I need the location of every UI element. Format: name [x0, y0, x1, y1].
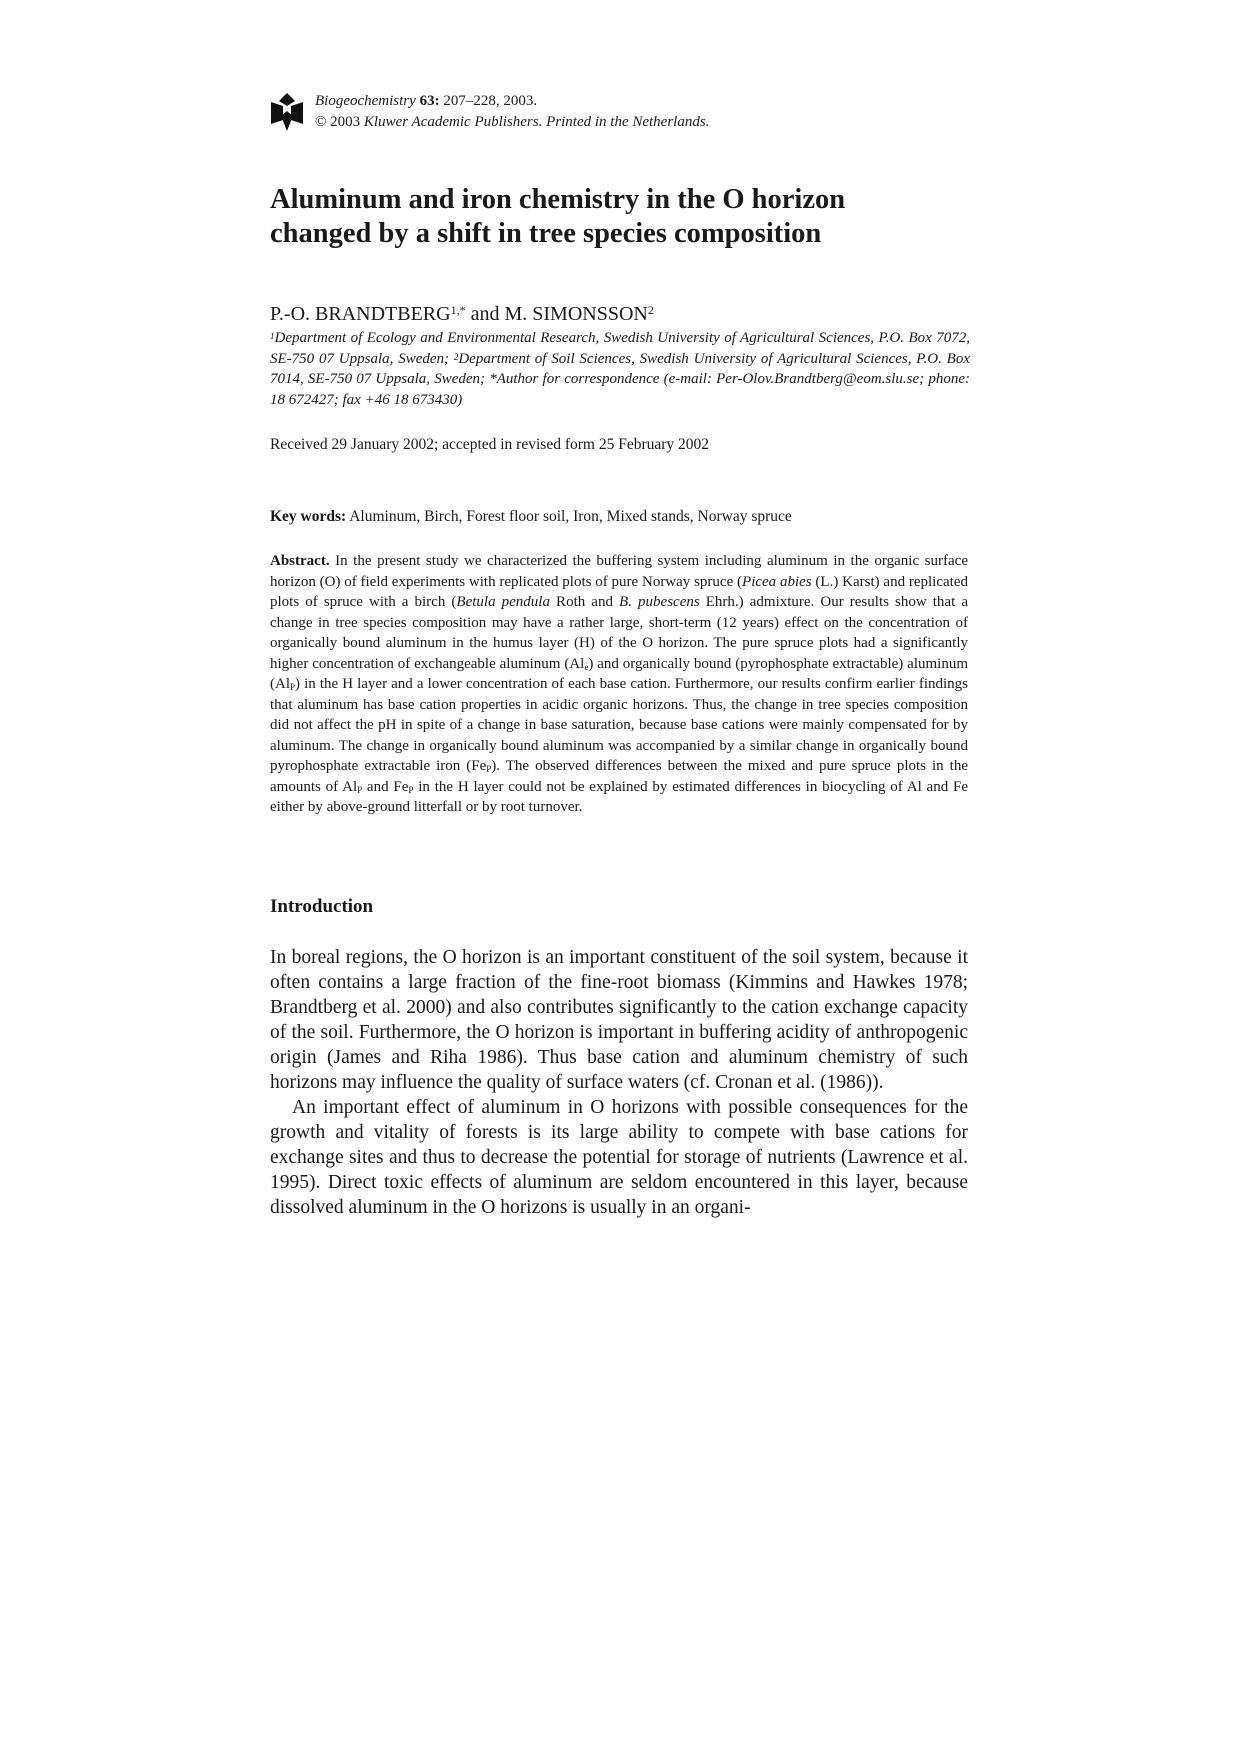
journal-name: Biogeochemistry: [315, 93, 416, 109]
section-heading-introduction: Introduction: [270, 896, 374, 917]
title-line-1: Aluminum and iron chemistry in the O horizon: [270, 184, 846, 215]
journal-pages-year: 207–228, 2003.: [439, 93, 538, 109]
species-name: B. pubescens: [619, 594, 700, 610]
subscript: P: [408, 784, 414, 795]
paper-title: [270, 183, 1030, 251]
author-list: [270, 302, 654, 326]
species-name: Betula pendula: [456, 594, 550, 610]
abstract-text: ) and organically bound (pyrophosphate extractable) aluminum (Al: [270, 655, 968, 692]
kluwer-logo-icon: [269, 92, 305, 132]
abstract-label: Abstract.: [270, 553, 330, 569]
affil-2-sup: 2: [453, 351, 459, 362]
affiliations: [270, 328, 970, 410]
title-line-2: changed by a shift in tree species composition: [270, 218, 822, 249]
journal-citation: [315, 91, 709, 133]
subscript: P: [290, 682, 296, 692]
introduction-body: [270, 945, 968, 1220]
affil-1-sup: 1: [270, 331, 275, 341]
abstract-text: ). The observed differences between the mixed and pure spruce plots in the amounts of Al: [270, 758, 968, 795]
abstract-text: Ehrh.) admixture. Our results show that a change in tree species composition may have a rather large, short-term (12 years) effect on the concentration of organically bound aluminum in the humus layer (H) of the O horizon. The pure spruce plots had a significantly higher concentration of exchangeable aluminum (Al: [270, 594, 968, 672]
publisher-line: Kluwer Academic Publishers. Printed in the Netherlands.: [363, 114, 710, 130]
author-2: M. SIMONSSON: [504, 303, 648, 325]
subscript: P: [357, 784, 363, 795]
affil-2-text: Department of Soil Sciences, Swedish University of Agricultural Sciences, P.O. Box 7014, SE-750 07 Uppsala, Sweden; *Author for correspondence (e-mail: Per-Olov.Brandtberg@eom.slu.se; phone: 18 672427; fax +46 18 673430): [270, 350, 970, 408]
journal-line-1: [315, 91, 709, 112]
journal-line-2: [315, 112, 709, 133]
abstract-text: Roth and: [549, 594, 620, 610]
paragraph: An important effect of aluminum in O horizons with possible consequences for the growth and vitality of forests is its large ability to compete with base cations for exchange sites and thus to decrease the potential for storage of nutrients (Lawrence et al. 1995). Direct toxic effects of aluminum are seldom encountered in this layer, because dissolved aluminum in the O horizons is usually in an organi-: [270, 1097, 968, 1218]
keywords: [270, 507, 792, 527]
abstract-text: In the present study we characterized the buffering system including aluminum in the organic surface horizon (O) of field experiments with replicated plots of pure Norway spruce (: [270, 553, 968, 590]
author-conjunction: and: [465, 303, 505, 325]
journal-volume: 63:: [419, 93, 440, 109]
subscript: e: [584, 661, 589, 672]
affil-1-text: Department of Ecology and Environmental Research, Swedish University of Agricultural Sciences, P.O. Box 7072, SE-750 07 Uppsala, Sweden;: [270, 330, 970, 367]
author-2-affil-sup: 2: [647, 303, 654, 317]
abstract-text: (L.) Karst) and replicated plots of spruce with a birch (: [270, 573, 968, 610]
keywords-label: Key words:: [270, 508, 347, 525]
abstract-text: and Fe: [362, 778, 409, 795]
keywords-text: Aluminum, Birch, Forest floor soil, Iron, Mixed stands, Norway spruce: [346, 508, 792, 525]
abstract: [270, 551, 968, 818]
abstract-text: ) in the H layer and a lower concentration of each base cation. Furthermore, our results confirm earlier findings that aluminum has base cation properties in acidic organic horizons. Thus, the change in tree species composition did not affect the pH in spite of a change in base saturation, because base cations were mainly compensated for by aluminum. The change in organically bound aluminum was accompanied by a similar change in organically bound pyrophosphate extractable iron (Fe: [270, 676, 968, 774]
paragraph: In boreal regions, the O horizon is an important constituent of the soil system, because it often contains a large fraction of the fine-root biomass (Kimmins and Hawkes 1978; Brandtberg et al. 2000) and also contributes significantly to the cation exchange capacity of the soil. Furthermore, the O horizon is important in buffering acidity of anthropogenic origin (James and Riha 1986). Thus base cation and aluminum chemistry of such horizons may influence the quality of surface waters (cf. Cronan et al. (1986)).: [270, 947, 968, 1093]
received-dates: Received 29 January 2002; accepted in revised form 25 February 2002: [270, 436, 710, 453]
species-name: Picea abies: [742, 573, 812, 590]
author-1: P.-O. BRANDTBERG: [270, 303, 451, 325]
abstract-text: in the H layer could not be explained by estimated differences in biocycling of Al and Fe either by above-ground litterfall or by root turnover.: [270, 778, 968, 815]
author-1-affil-sup: 1,*: [450, 303, 466, 317]
copyright-year: © 2003: [315, 114, 364, 130]
subscript: P: [486, 764, 492, 774]
